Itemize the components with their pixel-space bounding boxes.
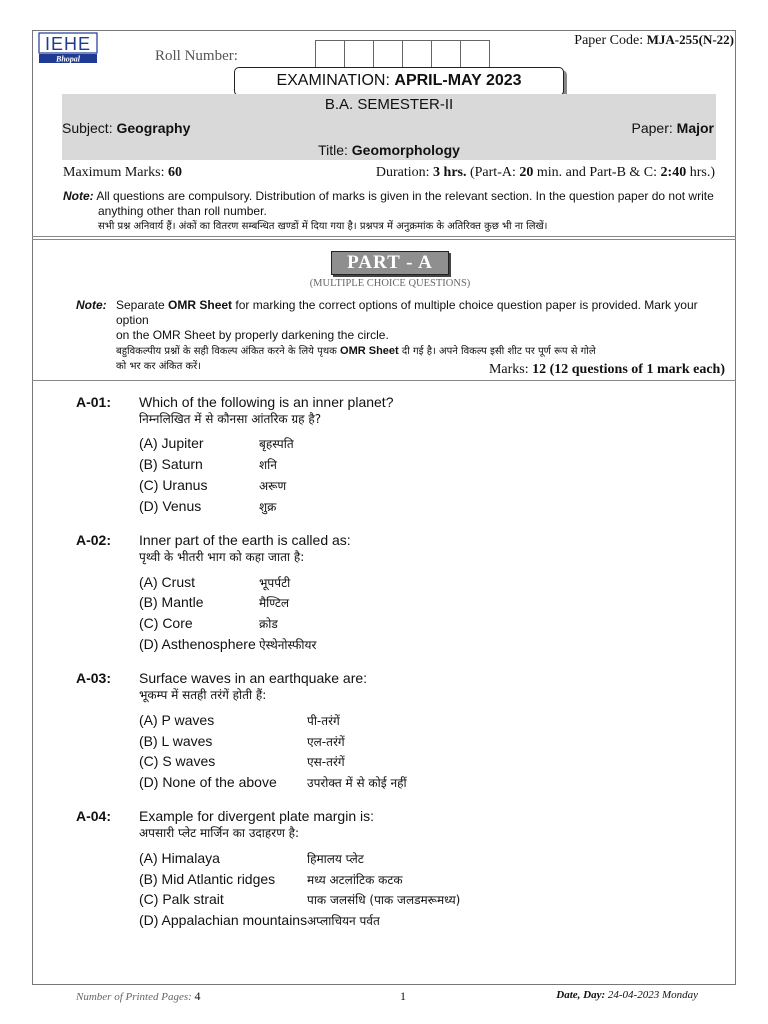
note-en-line2: anything other than roll number. (98, 204, 267, 218)
option (139, 753, 345, 769)
option (139, 435, 294, 451)
title-value: Geomorphology (351, 142, 460, 158)
title-label: Title: (318, 142, 348, 158)
roll-box[interactable] (460, 40, 490, 68)
roll-number-label: Roll Number: (155, 48, 238, 64)
date-value: 24-04-2023 Monday (607, 989, 698, 1001)
roll-box[interactable] (373, 40, 403, 68)
option-text: (D) Venus (139, 498, 202, 514)
option-text-hindi: एल-तरंगें (307, 735, 345, 749)
option (139, 774, 407, 790)
note-en: on the OMR Sheet by properly darkening the circle. (116, 328, 389, 342)
option (139, 574, 291, 590)
printed-pages-label: Number of Printed Pages: (76, 991, 192, 1003)
option-text-hindi: एस-तरंगें (307, 755, 345, 769)
option (139, 891, 461, 907)
note-label: Note: (76, 298, 107, 312)
option-text: (B) Mantle (139, 594, 204, 610)
omr-sheet: OMR Sheet (340, 345, 399, 357)
marks-label: Marks: (488, 362, 529, 377)
roll-number-boxes[interactable] (316, 40, 490, 68)
part-a-subtitle: (MULTIPLE CHOICE QUESTIONS) (309, 278, 471, 289)
option (139, 733, 345, 749)
max-marks-label: Maximum Marks: (63, 165, 165, 180)
logo-text: IEHE (44, 34, 92, 54)
paper-value: Major (676, 120, 714, 136)
omr-sheet: OMR Sheet (168, 298, 233, 312)
option-text: (D) None of the above (139, 774, 277, 790)
option-text: (C) S waves (139, 753, 216, 769)
paper-title (62, 142, 716, 158)
course-info-band (62, 94, 716, 160)
paper-code (574, 32, 734, 49)
option-text-hindi: उपरोक्त में से कोई नहीं (307, 776, 407, 790)
question-text: Inner part of the earth is called as: (139, 532, 351, 548)
paper-code-value: MJA-255(N-22) (646, 32, 734, 47)
option (139, 636, 317, 652)
semester: B.A. SEMESTER-II (324, 96, 454, 113)
option (139, 498, 277, 514)
option-text: (B) Mid Atlantic ridges (139, 871, 276, 887)
paper-label: Paper: (631, 120, 673, 136)
max-marks-value: 60 (168, 165, 182, 180)
section-divider (32, 236, 736, 237)
section-divider (32, 380, 736, 381)
part-a-badge: PART - A (331, 251, 449, 275)
question-text: Example for divergent plate margin is: (139, 808, 374, 824)
duration-detail: (Part-A: (469, 165, 516, 180)
note-en: for marking the correct options of multiple choice question paper is provided. Mark your option (116, 298, 698, 327)
subject-label: Subject: (62, 120, 113, 136)
duration-value: 3 hrs. (433, 165, 467, 180)
marks-duration-row (63, 165, 715, 181)
exam-label: EXAMINATION: (276, 72, 390, 89)
iehe-logo (38, 32, 98, 64)
question-text-hindi: पृथ्वी के भीतरी भाग को कहा जाता है: (139, 550, 305, 564)
paper-type (632, 120, 714, 136)
option-text: (A) Himalaya (139, 850, 220, 866)
note-hindi: बहुविकल्पीय प्रश्नों के सही विकल्प अंकित करने के लिये पृथक (116, 346, 337, 357)
option-text-hindi: ऐस्थेनोस्फीयर (259, 638, 317, 652)
option (139, 615, 278, 631)
option-text: (A) Jupiter (139, 435, 204, 451)
option-text: (C) Uranus (139, 477, 208, 493)
question-text: Which of the following is an inner planet? (139, 394, 394, 410)
printed-pages (76, 989, 201, 1004)
option-text-hindi: मैण्टिल (259, 596, 290, 610)
roll-box[interactable] (344, 40, 374, 68)
question-number: A-04: (76, 808, 112, 824)
duration (376, 165, 715, 181)
duration-parta: 20 (519, 165, 534, 180)
printed-pages-value: 4 (194, 989, 201, 1003)
option-text-hindi: भूपर्पटी (259, 576, 291, 590)
note-label: Note: (63, 189, 94, 203)
option-text: (B) L waves (139, 733, 213, 749)
question-number: A-01: (76, 394, 112, 410)
option-text: (D) Appalachian mountains (139, 912, 308, 928)
option-text-hindi: बृहस्पति (259, 437, 294, 451)
note-en: Separate (116, 298, 165, 312)
option-text-hindi: पी-तरंगें (307, 714, 340, 728)
date-label: Date, Day: (556, 989, 606, 1001)
roll-box[interactable] (315, 40, 345, 68)
section-divider (32, 239, 736, 240)
part-a-marks (489, 362, 725, 378)
option (139, 594, 290, 610)
option-text-hindi: क्रोड (259, 617, 278, 631)
option-text: (B) Saturn (139, 456, 203, 472)
option (139, 712, 340, 728)
exam-date (556, 989, 698, 1001)
option-text-hindi: मध्य अटलांटिक कटक (307, 873, 403, 887)
option-text-hindi: पाक जलसंधि (पाक जलडमरूमध्य) (307, 893, 461, 907)
roll-box[interactable] (431, 40, 461, 68)
option (139, 477, 287, 493)
marks-value: 12 (12 questions of 1 mark each) (532, 362, 725, 377)
option-text-hindi: अरूण (259, 479, 287, 493)
note-en-line1: All questions are compulsory. Distribution of marks is given in the relevant section. In the question paper do not write (96, 189, 714, 203)
option-text: (C) Palk strait (139, 891, 224, 907)
option-text: (A) P waves (139, 712, 215, 728)
option (139, 850, 364, 866)
question-text: Surface waves in an earthquake are: (139, 670, 368, 686)
option (139, 912, 380, 928)
duration-partbc: 2:40 (660, 165, 687, 180)
question-number: A-03: (76, 670, 112, 686)
option-text-hindi: शनि (259, 458, 277, 472)
roll-box[interactable] (402, 40, 432, 68)
paper-code-label: Paper Code: (574, 33, 644, 48)
question-number: A-02: (76, 532, 112, 548)
option-text-hindi: शुक्र (259, 500, 277, 514)
subject-value: Geography (116, 120, 191, 136)
examination-banner (234, 67, 564, 96)
option-text: (D) Asthenosphere (139, 636, 256, 652)
question-text-hindi: अपसारी प्लेट मार्जिन का उदाहरण है: (139, 826, 300, 840)
question-text-hindi: निम्नलिखित में से कौनसा आंतरिक ग्रह है? (139, 412, 322, 426)
option-text: (C) Core (139, 615, 193, 631)
page-number: 1 (400, 989, 406, 1003)
option (139, 871, 403, 887)
option (139, 456, 277, 472)
option-text: (A) Crust (139, 574, 195, 590)
duration-detail: min. and Part-B & C: (536, 165, 658, 180)
question-text-hindi: भूकम्प में सतही तरंगें होती हैं: (139, 688, 267, 702)
duration-detail: hrs.) (689, 165, 715, 180)
general-note (63, 189, 723, 234)
duration-label: Duration: (375, 165, 430, 180)
exam-value: APRIL-MAY 2023 (394, 72, 522, 89)
option-text-hindi: हिमालय प्लेट (307, 852, 364, 866)
logo-subtext: Bhopal (55, 54, 81, 64)
subject (62, 120, 190, 136)
note-hindi: को भर कर अंकित करें। (116, 361, 202, 372)
note-hindi: सभी प्रश्न अनिवार्य हैं। अंकों का वितरण सम्बन्धित खण्डों में दिया गया है। प्रश्नपत्र में अनुक्रमांक के अतिरिक्त कुछ भी ना लिखें। (98, 221, 548, 232)
note-hindi: दी गई है। अपने विकल्प इसी शीट पर पूर्ण रूप से गोले (401, 346, 596, 357)
option-text-hindi: अप्लाचियन पर्वत (307, 914, 380, 928)
